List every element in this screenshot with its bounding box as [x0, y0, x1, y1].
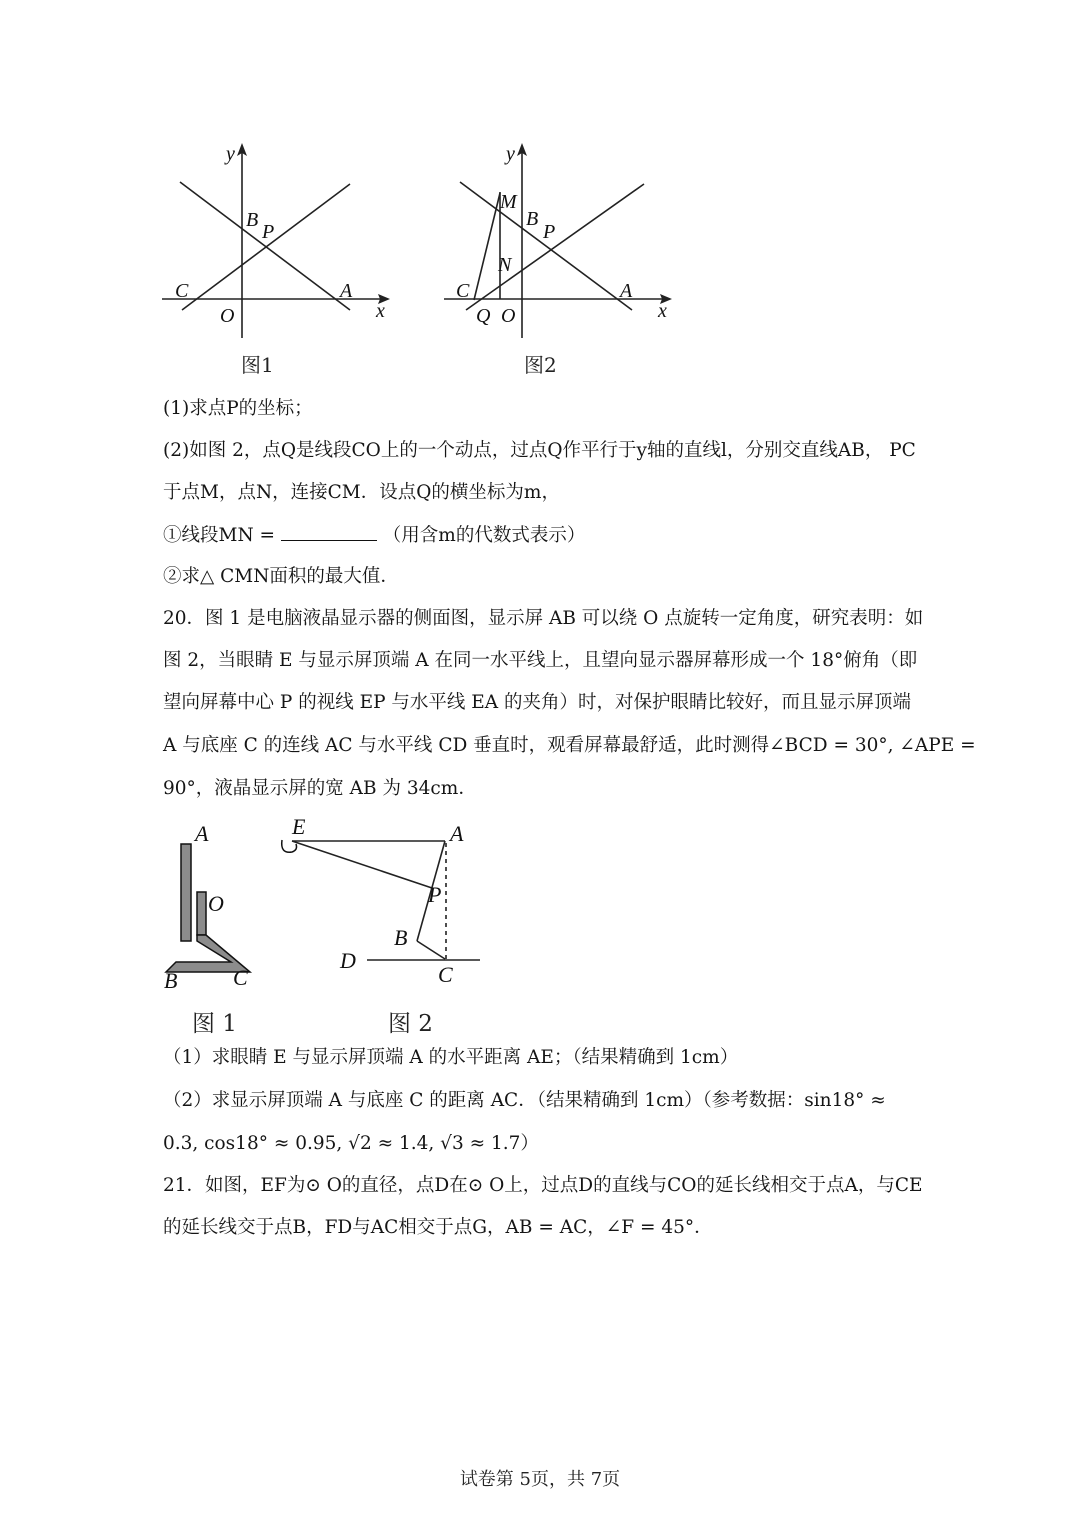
- label-o: O: [220, 305, 235, 327]
- answer-blank[interactable]: [281, 522, 377, 541]
- label-c: C: [233, 965, 248, 990]
- q19-sub2: ②求△ CMN面积的最大值．: [163, 566, 399, 587]
- label-b: B: [394, 925, 408, 950]
- label-x: x: [376, 300, 385, 322]
- label-o: O: [501, 305, 516, 327]
- label-a: A: [620, 280, 633, 302]
- label-d: D: [340, 948, 356, 973]
- figure-2: [430, 140, 690, 340]
- label-m: M: [500, 191, 517, 213]
- q19-part2-line2: 于点M，点N，连接CM．设点Q的横坐标为m，: [163, 482, 560, 503]
- line-ab: [460, 182, 632, 310]
- label-p: P: [262, 221, 275, 243]
- q19-part2-line1: (2)如图 2，点Q是线段CO上的一个动点，过点Q作平行于y轴的直线l，分别交直线AB， PC: [163, 440, 916, 461]
- label-n: N: [498, 254, 512, 276]
- q19-sub1-prefix: ①线段MN =: [163, 525, 276, 546]
- q20-part2-line1: （2）求显示屏顶端 A 与底座 C 的距离 AC．（结果精确到 1cm）（参考数据：sin18° ≈: [163, 1090, 886, 1111]
- monitor-screen: [181, 844, 191, 941]
- segment-cm: [474, 193, 500, 300]
- q19-part1: (1)求点P的坐标；: [163, 398, 313, 419]
- q21-line1: 21．如图，EF为⊙ O的直径，点D在⊙ O上，过点D的直线与CO的延长线相交于点A，与CE: [163, 1175, 923, 1196]
- monitor-figure-2-caption: 图 2: [388, 1011, 433, 1037]
- label-p: P: [428, 882, 442, 907]
- figure-1: [150, 140, 400, 340]
- figure-2-caption: 图2: [524, 353, 557, 377]
- line-bc: [417, 941, 445, 959]
- label-y: y: [226, 143, 235, 165]
- label-a: A: [340, 280, 353, 302]
- monitor-pivot: [197, 892, 206, 935]
- label-c: C: [175, 280, 189, 302]
- label-e: E: [292, 814, 306, 839]
- figure-1-caption: 图1: [241, 353, 274, 377]
- label-x: x: [658, 300, 667, 322]
- monitor-figure-1-caption: 图 1: [192, 1011, 237, 1037]
- q20-line1: 20．图 1 是电脑液晶显示器的侧面图，显示屏 AB 可以绕 O 点旋转一定角度，研究表明：如: [163, 608, 924, 629]
- q20-line2: 图 2，当眼睛 E 与显示屏顶端 A 在同一水平线上，且望向显示器屏幕形成一个 18°俯角（即: [163, 650, 918, 671]
- label-b: B: [164, 968, 178, 993]
- line-pc: [466, 184, 644, 310]
- monitor-figure-2: [270, 810, 490, 995]
- label-a: A: [195, 821, 209, 846]
- q19-sub1-suffix: （用含m的代数式表示）: [382, 525, 586, 546]
- q20-line4: A 与底座 C 的连线 AC 与水平线 CD 垂直时，观看屏幕最舒适，此时测得∠BCD = 30°, ∠APE =: [163, 735, 976, 756]
- label-a: A: [450, 821, 464, 846]
- label-o: O: [208, 891, 224, 916]
- q21-line2: 的延长线交于点B，FD与AC相交于点G，AB = AC，∠F = 45°．: [163, 1217, 713, 1238]
- label-b: B: [246, 209, 259, 231]
- label-c: C: [438, 962, 453, 987]
- label-c: C: [456, 280, 470, 302]
- label-p: P: [543, 221, 556, 243]
- monitor-figure-1: [155, 815, 275, 1000]
- label-b: B: [526, 208, 539, 230]
- label-y: y: [506, 143, 515, 165]
- q19-sub1: [163, 522, 585, 549]
- page-footer: 试卷第 5页，共 7页: [459, 1469, 621, 1490]
- q20-part1: （1）求眼睛 E 与显示屏顶端 A 的水平距离 AE；（结果精确到 1cm）: [163, 1047, 739, 1068]
- q20-line3: 望向屏幕中心 P 的视线 EP 与水平线 EA 的夹角）时，对保护眼睛比较好，而且显示屏顶端: [163, 692, 912, 713]
- line-ab: [180, 182, 350, 310]
- label-q: Q: [476, 305, 491, 327]
- q20-line5: 90°，液晶显示屏的宽 AB 为 34cm．: [163, 778, 477, 799]
- q20-part2-line2: 0.3, cos18° ≈ 0.95, √2 ≈ 1.4, √3 ≈ 1.7）: [163, 1133, 539, 1154]
- line-ep: [292, 841, 432, 888]
